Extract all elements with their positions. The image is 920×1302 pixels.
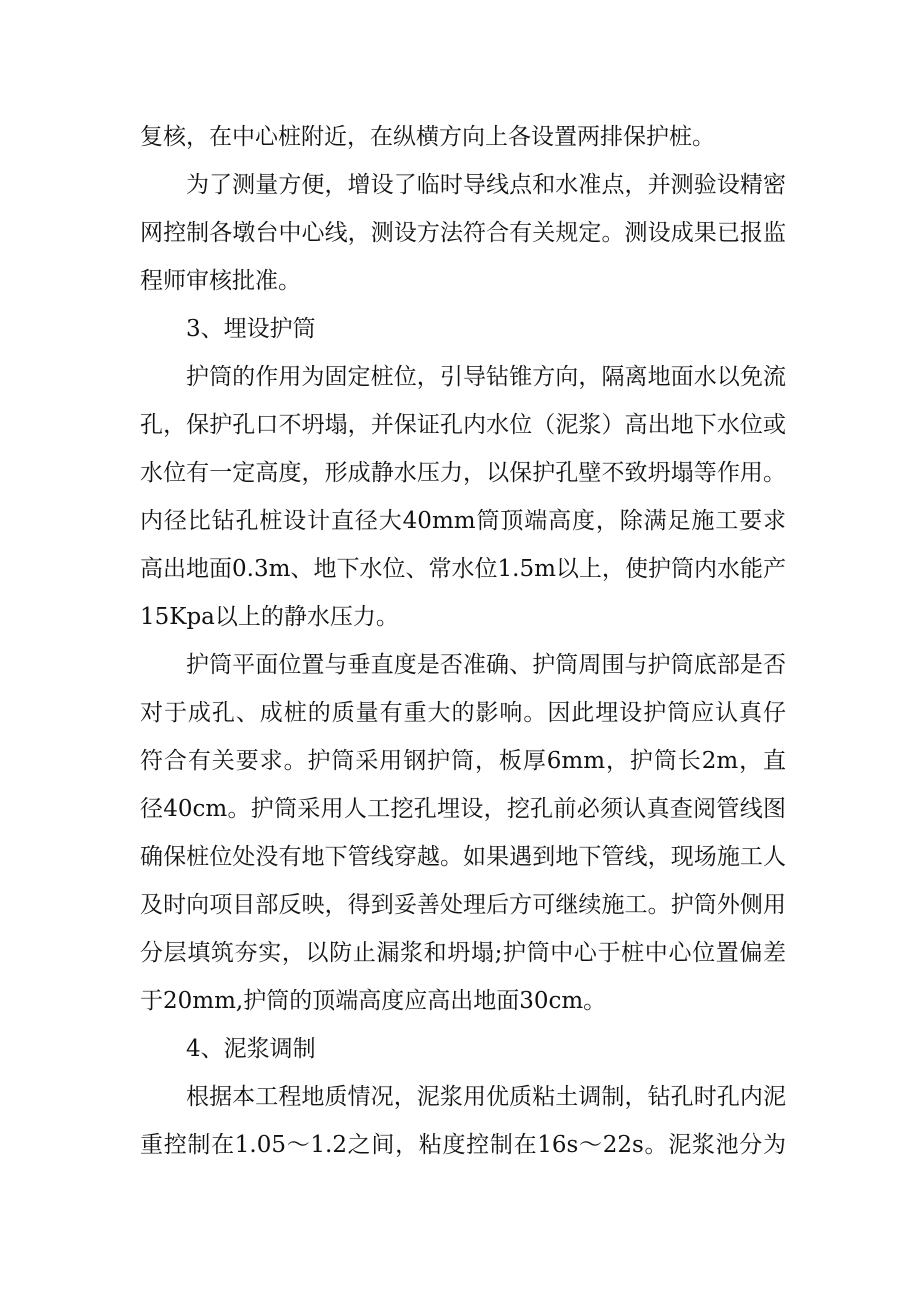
- text-line: 分层填筑夯实，以防止漏浆和坍塌;护筒中心于桩中心位置偏差: [140, 940, 786, 966]
- section-heading: [140, 1025, 786, 1073]
- text-line: 及时向项目部反映，得到妥善处理后方可继续施工。护筒外侧用: [140, 892, 786, 918]
- paragraph: [140, 1073, 786, 1169]
- text-line: 对于成孔、成桩的质量有重大的影响。因此埋设护筒应认真仔: [140, 700, 786, 726]
- text-line: 内径比钻孔桩设计直径大40mm筒顶端高度，除满足施工要求: [140, 508, 786, 534]
- text-line: 重控制在1.05～1.2之间，粘度控制在16s～22s。泥浆池分为: [140, 1132, 786, 1158]
- text-line: 网控制各墩台中心线，测设方法符合有关规定。测设成果已报监: [140, 220, 786, 246]
- document-page: [140, 113, 786, 1169]
- paragraph: [140, 161, 786, 305]
- text-line: 护筒平面位置与垂直度是否准确、护筒周围与护筒底部是否: [186, 652, 786, 678]
- text-line: 根据本工程地质情况，泥浆用优质粘土调制，钻孔时孔内泥: [186, 1084, 786, 1110]
- text-line: 护筒的作用为固定桩位，引导钻锥方向，隔离地面水以免流: [186, 364, 786, 390]
- text-line: 15Kpa以上的静水压力。: [140, 604, 399, 630]
- text-line: 4、泥浆调制: [186, 1036, 316, 1062]
- paragraph: [140, 113, 786, 161]
- text-line: 水位有一定高度，形成静水压力，以保护孔壁不致坍塌等作用。: [140, 460, 786, 486]
- section-heading: [140, 305, 786, 353]
- text-line: 为了测量方便，增设了临时导线点和水准点，并测验设精密: [186, 172, 786, 198]
- text-line: 复核，在中心桩附近，在纵横方向上各设置两排保护桩。: [140, 124, 715, 150]
- text-line: 高出地面0.3m、地下水位、常水位1.5m以上，使护筒内水能产: [140, 556, 786, 582]
- text-line: 符合有关要求。护筒采用钢护筒，板厚6mm，护筒长2m，直: [140, 748, 786, 774]
- paragraph: [140, 353, 786, 641]
- text-line: 程师审核批准。: [140, 268, 301, 294]
- text-line: 孔，保护孔口不坍塌，并保证孔内水位（泥浆）高出地下水位或: [140, 412, 786, 438]
- text-line: 径40cm。护筒采用人工挖孔埋设，挖孔前必须认真查阅管线图: [140, 796, 786, 822]
- text-line: 确保桩位处没有地下管线穿越。如果遇到地下管线，现场施工人: [140, 844, 786, 870]
- paragraph: [140, 641, 786, 1025]
- text-line: 于20mm,护筒的顶端高度应高出地面30cm。: [140, 988, 607, 1014]
- text-line: 3、埋设护筒: [186, 316, 316, 342]
